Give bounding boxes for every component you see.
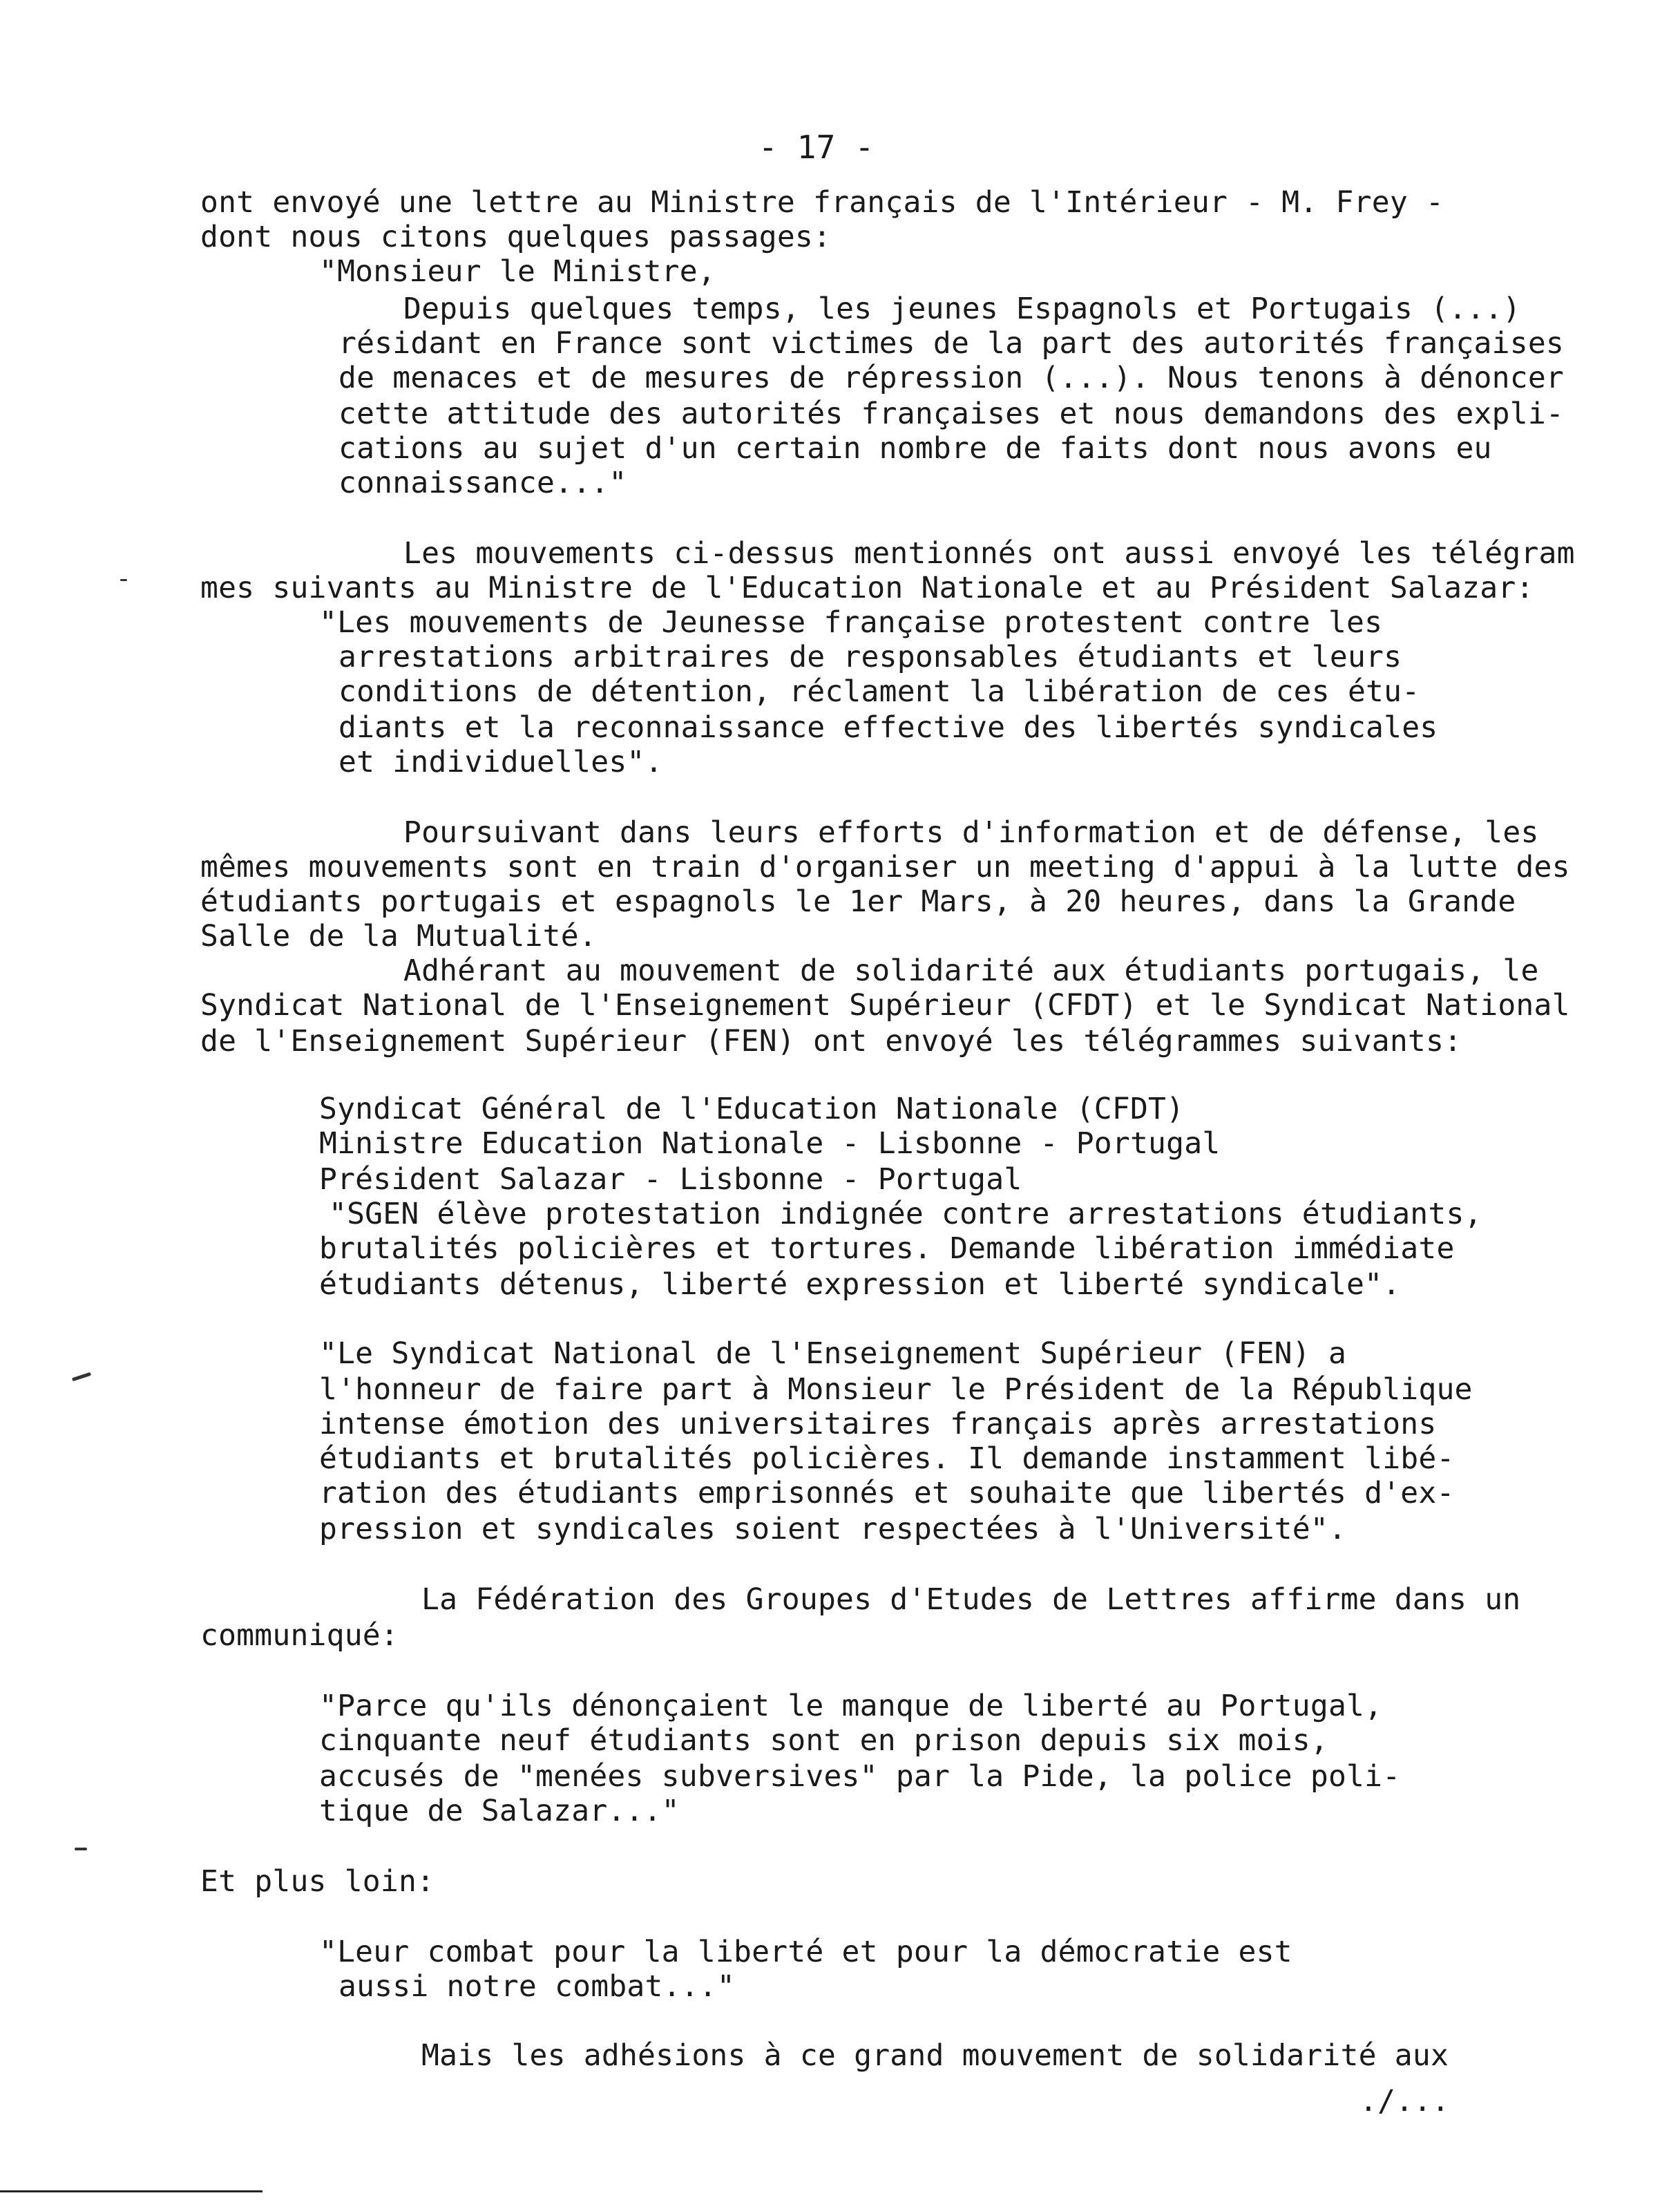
- text-line: Syndicat National de l'Enseignement Supérieur (CFDT) et le Syndicat National: [200, 988, 1570, 1023]
- bottom-rule: [0, 2190, 262, 2192]
- text-line: dont nous citons quelques passages:: [200, 220, 832, 254]
- text-line: de l'Enseignement Supérieur (FEN) ont envoyé les télégrammes suivants:: [200, 1024, 1462, 1059]
- text-line: Salle de la Mutualité.: [200, 919, 597, 954]
- text-line: cette attitude des autorités françaises et nous demandons des expli-: [338, 397, 1564, 431]
- text-line: ration des étudiants emprisonnés et souhaite que libertés d'ex-: [319, 1476, 1455, 1510]
- continuation-mark: ./...: [1359, 2084, 1450, 2118]
- text-line: conditions de détention, réclament la libération de ces étu-: [338, 674, 1420, 709]
- text-line: cinquante neuf étudiants sont en prison depuis six mois,: [319, 1723, 1328, 1758]
- scan-mark: [72, 1372, 91, 1381]
- scan-mark: [75, 1848, 87, 1850]
- text-line: Adhérant au mouvement de solidarité aux étudiants portugais, le: [403, 954, 1539, 988]
- text-line: Les mouvements ci-dessus mentionnés ont aussi envoyé les télégram: [403, 536, 1575, 571]
- text-line: mes suivants au Ministre de l'Education Nationale et au Président Salazar:: [200, 571, 1534, 605]
- text-line: Ministre Education Nationale - Lisbonne - Portugal: [319, 1126, 1221, 1161]
- text-line: arrestations arbitraires de responsables étudiants et leurs: [338, 640, 1402, 674]
- text-line: "Les mouvements de Jeunesse française protestent contre les: [319, 605, 1383, 640]
- text-line: tique de Salazar...": [319, 1794, 680, 1828]
- text-line: Et plus loin:: [200, 1864, 435, 1899]
- text-line: étudiants portugais et espagnols le 1er Mars, à 20 heures, dans la Grande: [200, 884, 1516, 919]
- text-line: Depuis quelques temps, les jeunes Espagnols et Portugais (...): [403, 292, 1521, 326]
- text-line: mêmes mouvements sont en train d'organiser un meeting d'appui à la lutte des: [200, 850, 1570, 884]
- text-line: "Le Syndicat National de l'Enseignement Supérieur (FEN) a: [319, 1336, 1347, 1371]
- text-line: "Leur combat pour la liberté et pour la démocratie est: [319, 1935, 1292, 1969]
- text-line: "Monsieur le Ministre,: [319, 254, 716, 289]
- text-line: La Fédération des Groupes d'Etudes de Lettres affirme dans un: [421, 1582, 1521, 1617]
- text-line: Syndicat Général de l'Education Nationale (CFDT): [319, 1092, 1185, 1126]
- text-line: diants et la reconnaissance effective des libertés syndicales: [338, 710, 1438, 745]
- text-line: Président Salazar - Lisbonne - Portugal: [319, 1162, 1022, 1197]
- text-line: Mais les adhésions à ce grand mouvement de solidarité aux: [421, 2038, 1449, 2073]
- text-line: aussi notre combat...": [338, 1969, 735, 2004]
- text-line: brutalités policières et tortures. Demande libération immédiate: [319, 1231, 1455, 1266]
- text-line: résidant en France sont victimes de la part des autorités françaises: [338, 326, 1564, 361]
- text-line: étudiants et brutalités policières. Il demande instamment libé-: [319, 1441, 1455, 1476]
- page-number: - 17 -: [758, 129, 875, 166]
- text-line: de menaces et de mesures de répression (...). Nous tenons à dénoncer: [338, 361, 1564, 395]
- scan-mark: [120, 579, 127, 581]
- text-line: "SGEN élève protestation indignée contre arrestations étudiants,: [329, 1197, 1482, 1231]
- text-line: accusés de "menées subversives" par la Pide, la police poli-: [319, 1759, 1401, 1794]
- text-line: ont envoyé une lettre au Ministre français de l'Intérieur - M. Frey -: [200, 185, 1444, 220]
- text-line: intense émotion des universitaires français après arrestations: [319, 1407, 1437, 1441]
- text-line: connaissance...": [338, 466, 627, 500]
- text-line: communiqué:: [200, 1618, 399, 1653]
- text-line: et individuelles".: [338, 745, 663, 779]
- text-line: cations au sujet d'un certain nombre de faits dont nous avons eu: [338, 431, 1492, 466]
- text-line: étudiants détenus, liberté expression et liberté syndicale".: [319, 1267, 1401, 1302]
- text-line: pression et syndicales soient respectées à l'Université".: [319, 1512, 1347, 1546]
- text-line: Poursuivant dans leurs efforts d'information et de défense, les: [403, 815, 1539, 850]
- text-line: l'honneur de faire part à Monsieur le Président de la République: [319, 1372, 1473, 1407]
- text-line: "Parce qu'ils dénonçaient le manque de liberté au Portugal,: [319, 1689, 1383, 1723]
